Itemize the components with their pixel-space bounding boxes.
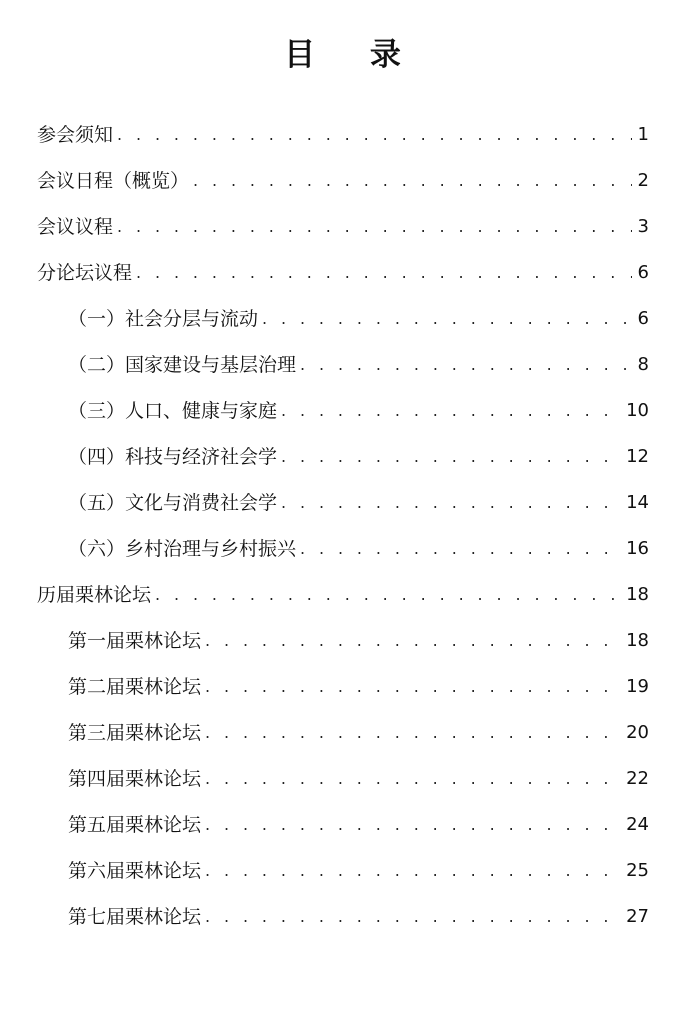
toc-dot-leader [262,307,632,331]
toc-entry-label: 分论坛议程 [37,262,133,284]
toc-page-number: 12 [626,446,649,467]
toc-entry-label: 第一届栗林论坛 [68,630,202,652]
toc-dot-leader [117,215,632,239]
toc-entry-schedule-overview[interactable] [0,158,685,204]
toc-entry-past-forums[interactable] [0,572,685,618]
toc-page-number: 16 [626,538,649,559]
toc-entry-label: （四）科技与经济社会学 [68,446,278,468]
toc-page-number: 25 [626,860,649,881]
toc-entry-subforum-6[interactable] [0,526,685,572]
toc-entry-forum-6[interactable] [0,848,685,894]
toc-dot-leader [281,445,620,469]
toc-entry-forum-7[interactable] [0,894,685,940]
toc-page-number: 14 [626,492,649,513]
toc-entry-label: （二）国家建设与基层治理 [68,354,297,376]
toc-entry-label: 第三届栗林论坛 [68,722,202,744]
toc-dot-leader [205,629,620,653]
toc-dot-leader [281,491,620,515]
toc-entry-subforum-1[interactable] [0,296,685,342]
toc-dot-leader [205,721,620,745]
toc-dot-leader [136,261,632,285]
toc-entry-label: （三）人口、健康与家庭 [68,400,278,422]
toc-entry-forum-1[interactable] [0,618,685,664]
toc-entry-subforum-5[interactable] [0,480,685,526]
toc-page-number: 18 [626,584,649,605]
toc-entry-subforum-4[interactable] [0,434,685,480]
toc-entry-forum-4[interactable] [0,756,685,802]
toc-entry-label: 会议议程 [37,216,114,238]
toc-page-number: 6 [637,262,649,283]
toc-dot-leader [300,537,620,561]
toc-page-number: 2 [637,170,649,191]
toc-entry-forum-2[interactable] [0,664,685,710]
toc-entry-forum-3[interactable] [0,710,685,756]
table-of-contents [0,112,685,940]
toc-entry-agenda[interactable] [0,204,685,250]
toc-page-number: 8 [637,354,649,375]
toc-page-number: 18 [626,630,649,651]
toc-entry-label: （六）乡村治理与乡村振兴 [68,538,297,560]
toc-page-number: 27 [626,906,649,927]
toc-entry-label: 第五届栗林论坛 [68,814,202,836]
toc-entry-label: 第六届栗林论坛 [68,860,202,882]
toc-entry-label: （五）文化与消费社会学 [68,492,278,514]
toc-entry-label: 参会须知 [37,124,114,146]
page-title: 目 录 [284,36,423,73]
toc-dot-leader [117,123,632,147]
toc-entry-subforum-agenda[interactable] [0,250,685,296]
toc-dot-leader [205,859,620,883]
toc-entry-label: 第二届栗林论坛 [68,676,202,698]
toc-dot-leader [205,675,620,699]
toc-entry-subforum-3[interactable] [0,388,685,434]
toc-dot-leader [300,353,632,377]
toc-dot-leader [205,905,620,929]
toc-entry-attendance-notes[interactable] [0,112,685,158]
toc-dot-leader [205,813,620,837]
toc-page-number: 20 [626,722,649,743]
toc-entry-label: 历届栗林论坛 [37,584,152,606]
toc-page-number: 1 [637,124,649,145]
toc-page-number: 19 [626,676,649,697]
toc-entry-label: 第四届栗林论坛 [68,768,202,790]
toc-entry-label: 第七届栗林论坛 [68,906,202,928]
toc-entry-label: （一）社会分层与流动 [68,308,259,330]
toc-entry-subforum-2[interactable] [0,342,685,388]
toc-dot-leader [193,169,632,193]
toc-dot-leader [205,767,620,791]
toc-entry-forum-5[interactable] [0,802,685,848]
toc-dot-leader [281,399,620,423]
toc-page-number: 22 [626,768,649,789]
toc-page-number: 24 [626,814,649,835]
toc-page-number: 10 [626,400,649,421]
toc-page-number: 6 [637,308,649,329]
toc-entry-label: 会议日程（概览） [37,170,190,192]
toc-page-number: 3 [637,216,649,237]
toc-dot-leader [155,583,620,607]
